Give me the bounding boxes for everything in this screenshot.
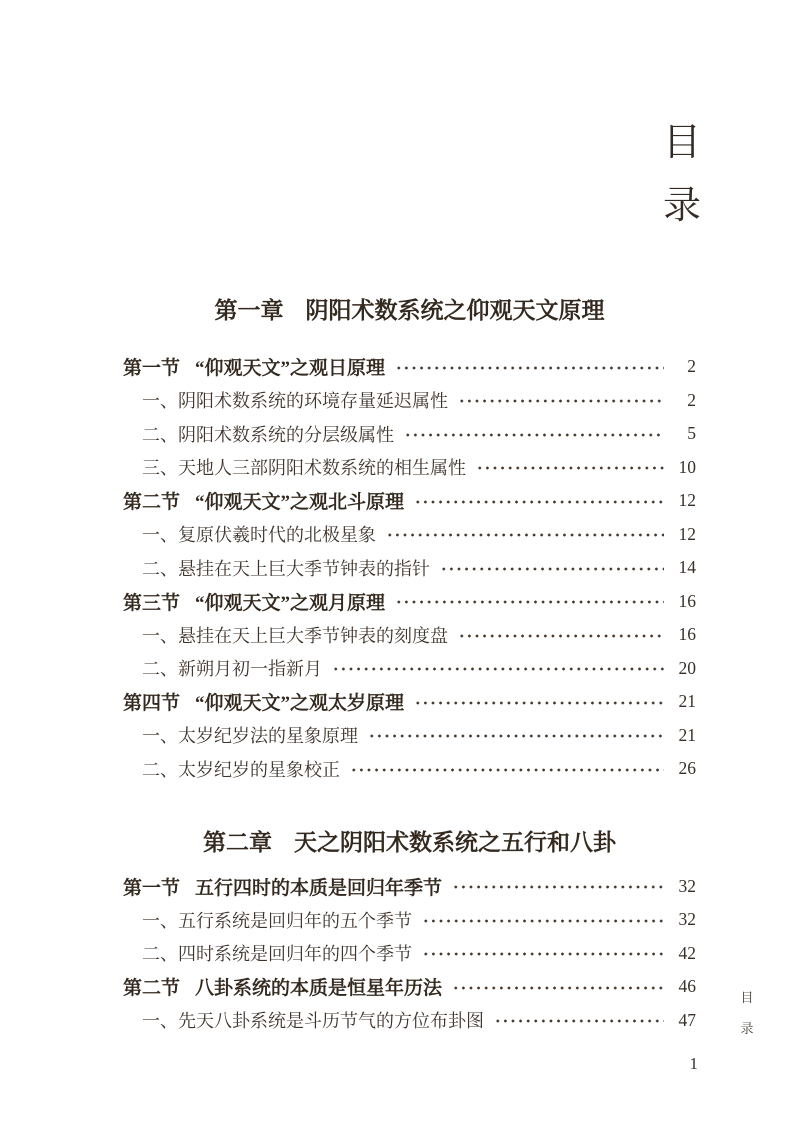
- toc-entry: [123, 451, 696, 485]
- chapter-title: 天之阴阳术数系统之五行和八卦: [294, 829, 616, 855]
- chapter-heading: [123, 828, 696, 858]
- dot-leader: [451, 879, 664, 895]
- entry-page-number: 12: [678, 490, 696, 511]
- entry-title: 二、四时系统是回归年的四个季节: [142, 944, 412, 965]
- toc-entry: [123, 585, 696, 619]
- entry-title: 一、复原伏羲时代的北极星象: [142, 525, 376, 546]
- dot-leader: [457, 628, 664, 644]
- entry-label: 第二节: [123, 978, 181, 1000]
- toc-entry: [123, 484, 696, 518]
- toc-entry: [123, 652, 696, 686]
- toc-entry: [123, 618, 696, 652]
- page-title: [660, 112, 704, 238]
- entry-page-number: 16: [678, 624, 696, 645]
- entry-title: 一、五行系统是回归年的五个季节: [142, 910, 412, 931]
- entry-label: 第一节: [123, 358, 181, 380]
- toc-entry: [123, 752, 696, 786]
- toc-entry: [123, 719, 696, 753]
- entry-page-number: 5: [687, 423, 696, 444]
- chapter-label: 第一章: [214, 298, 284, 323]
- dot-leader: [394, 594, 664, 610]
- entry-label: 第二节: [123, 492, 181, 514]
- entry-page-number: 20: [678, 657, 696, 678]
- entry-title: “仰观天文”之观北斗原理: [195, 492, 405, 514]
- entry-page-number: 10: [678, 456, 696, 477]
- entry-title: 三、天地人三部阴阳术数系统的相生属性: [142, 458, 466, 479]
- entry-label: 第三节: [123, 592, 181, 614]
- entry-page-number: 26: [678, 758, 696, 779]
- toc-entry: [123, 518, 696, 552]
- entry-page-number: 2: [687, 356, 696, 377]
- entry-page-number: 42: [678, 942, 696, 963]
- toc-entry: [123, 350, 696, 384]
- dot-leader: [457, 393, 664, 409]
- chapter-label: 第二章: [203, 829, 272, 855]
- entry-title: 一、太岁纪岁法的星象原理: [142, 726, 358, 747]
- dot-leader: [403, 427, 664, 443]
- toc-entry: [123, 417, 696, 451]
- entry-page-number: 47: [678, 1009, 696, 1030]
- toc-entry: [123, 551, 696, 585]
- dot-leader: [413, 695, 664, 711]
- entry-page-number: 32: [678, 875, 696, 896]
- entry-label: 第一节: [123, 877, 181, 899]
- entry-page-number: 21: [678, 724, 696, 745]
- entry-title: “仰观天文”之观日原理: [195, 358, 386, 380]
- entry-page-number: 2: [687, 389, 696, 410]
- page-title-char: 目: [662, 122, 701, 164]
- chapter-title: 阴阳术数系统之仰观天文原理: [305, 298, 605, 323]
- dot-leader: [394, 360, 664, 376]
- entry-page-number: 21: [678, 691, 696, 712]
- dot-leader: [421, 913, 664, 929]
- toc-entry: [123, 384, 696, 418]
- toc-entry: [123, 903, 696, 937]
- dot-leader: [349, 762, 664, 778]
- toc-entry: [123, 1004, 696, 1038]
- entry-title: 五行四时的本质是回归年季节: [195, 877, 443, 899]
- entry-page-number: 32: [678, 909, 696, 930]
- dot-leader: [413, 494, 664, 510]
- margin-running-label: [739, 982, 755, 1044]
- chapter-heading: [123, 296, 696, 326]
- entry-title: 一、阴阳术数系统的环境存量延迟属性: [142, 391, 448, 412]
- toc-entry: [123, 870, 696, 904]
- dot-leader: [331, 661, 664, 677]
- entry-title: 八卦系统的本质是恒星年历法: [195, 978, 443, 1000]
- entry-title: 二、阴阳术数系统的分层级属性: [142, 424, 394, 445]
- entry-title: “仰观天文”之观月原理: [195, 592, 386, 614]
- toc-entry: [123, 937, 696, 971]
- toc-entry: [123, 685, 696, 719]
- dot-leader: [475, 460, 664, 476]
- entry-page-number: 46: [678, 976, 696, 997]
- entry-title: “仰观天文”之观太岁原理: [195, 693, 405, 715]
- entry-title: 一、先天八卦系统是斗历节气的方位布卦图: [142, 1011, 484, 1032]
- entry-label: 第四节: [123, 693, 181, 715]
- dot-leader: [421, 946, 664, 962]
- entry-title: 二、悬挂在天上巨大季节钟表的指针: [142, 558, 430, 579]
- margin-label-char: 录: [740, 1021, 754, 1036]
- entry-page-number: 12: [678, 523, 696, 544]
- dot-leader: [367, 728, 664, 744]
- page-title-char: 录: [662, 185, 701, 227]
- dot-leader: [385, 527, 664, 543]
- entry-title: 二、太岁纪岁的星象校正: [142, 759, 340, 780]
- toc: [123, 296, 696, 1037]
- entry-title: 一、悬挂在天上巨大季节钟表的刻度盘: [142, 625, 448, 646]
- entry-page-number: 16: [678, 590, 696, 611]
- dot-leader: [451, 980, 664, 996]
- margin-label-char: 目: [740, 990, 754, 1005]
- toc-entry: [123, 970, 696, 1004]
- dot-leader: [439, 561, 664, 577]
- entry-title: 二、新朔月初一指新月: [142, 659, 322, 680]
- page-number: 1: [689, 1054, 698, 1073]
- entry-page-number: 14: [678, 557, 696, 578]
- dot-leader: [493, 1013, 664, 1029]
